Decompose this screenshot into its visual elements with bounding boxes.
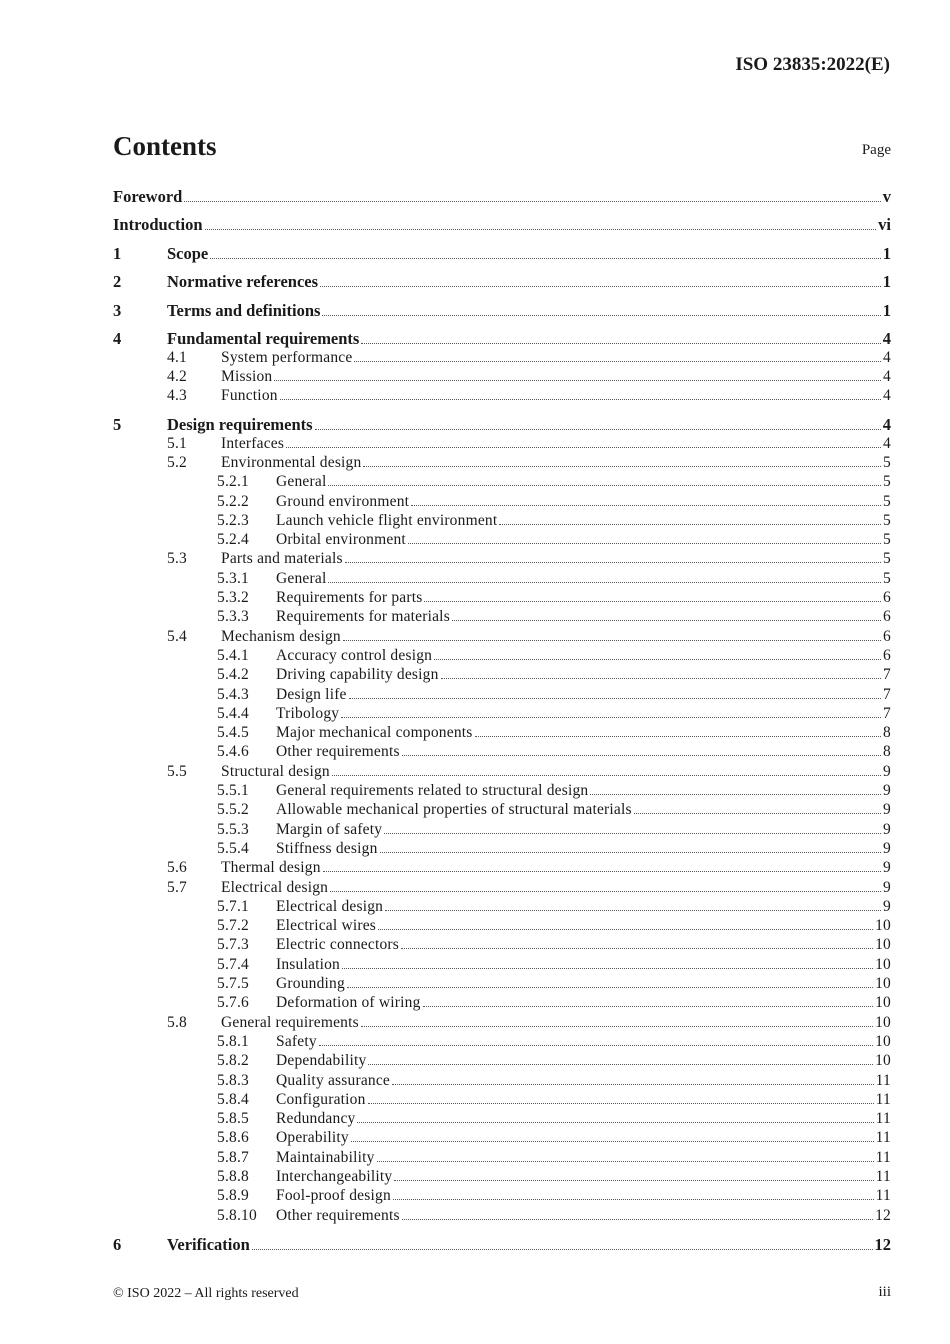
toc-entry[interactable] bbox=[113, 301, 891, 321]
dot-leader bbox=[322, 315, 880, 316]
toc-entry[interactable] bbox=[113, 859, 891, 877]
toc-entry-title[interactable]: Terms and definitions bbox=[167, 301, 321, 320]
toc-entry-title[interactable]: Maintainability bbox=[276, 1148, 375, 1166]
toc-entry[interactable] bbox=[113, 512, 891, 530]
dot-leader bbox=[345, 562, 881, 563]
toc-entry-page[interactable]: 11 bbox=[875, 1187, 891, 1205]
dot-leader bbox=[280, 399, 881, 400]
toc-entry-number: 5.8.7 bbox=[217, 1148, 249, 1166]
toc-entry-title[interactable]: Stiffness design bbox=[276, 839, 378, 857]
toc-entry-title[interactable]: General bbox=[276, 473, 327, 491]
toc-entry[interactable] bbox=[113, 1149, 891, 1167]
toc-entry-title[interactable]: Design life bbox=[276, 685, 347, 703]
dot-leader bbox=[354, 361, 881, 362]
toc-entry-title[interactable]: Quality assurance bbox=[276, 1071, 391, 1089]
toc-entry[interactable] bbox=[113, 1014, 891, 1032]
toc-entry[interactable] bbox=[113, 1072, 891, 1090]
toc-entry-page[interactable]: 6 bbox=[883, 627, 891, 645]
dot-leader bbox=[342, 968, 873, 969]
dot-leader bbox=[368, 1103, 874, 1104]
dot-leader bbox=[357, 1122, 873, 1123]
toc-entry-title[interactable]: General requirements related to structural design bbox=[276, 782, 589, 799]
toc-entry-page[interactable]: 4 bbox=[883, 387, 891, 405]
toc-entry-page[interactable]: 9 bbox=[883, 782, 891, 799]
toc-entry-number: 5.4.6 bbox=[217, 743, 249, 761]
toc-entry[interactable] bbox=[113, 435, 891, 453]
toc-entry-number: 5.2.1 bbox=[217, 473, 249, 491]
dot-leader bbox=[378, 929, 873, 930]
toc-entry-page[interactable]: 5 bbox=[883, 531, 891, 549]
toc-entry-number: 5.7.6 bbox=[217, 994, 249, 1012]
toc-entry-page[interactable]: 10 bbox=[875, 994, 891, 1012]
toc-entry-page[interactable]: 9 bbox=[883, 839, 891, 857]
toc-entry-title[interactable]: Orbital environment bbox=[276, 531, 406, 549]
toc-entry[interactable] bbox=[113, 1129, 891, 1147]
toc-entry-page[interactable]: 12 bbox=[875, 1206, 891, 1224]
toc-entry-title[interactable]: Design requirements bbox=[167, 415, 313, 435]
toc-entry-title[interactable]: Electrical wires bbox=[276, 917, 377, 935]
toc-entry[interactable] bbox=[113, 1235, 891, 1255]
toc-entry[interactable] bbox=[113, 1052, 891, 1070]
toc-entry[interactable] bbox=[113, 975, 891, 993]
dot-leader bbox=[590, 794, 881, 795]
toc-entry[interactable] bbox=[113, 840, 891, 858]
dot-leader bbox=[184, 201, 880, 202]
toc-entry-title[interactable]: System performance bbox=[221, 348, 353, 366]
toc-entry-page[interactable]: 4 bbox=[883, 348, 891, 366]
toc-entry-page[interactable]: 5 bbox=[883, 550, 891, 568]
toc-entry[interactable] bbox=[113, 454, 891, 472]
toc-entry[interactable] bbox=[113, 647, 891, 665]
toc-entry-number: 6 bbox=[113, 1234, 122, 1254]
toc-entry-title[interactable]: Fundamental requirements bbox=[167, 329, 360, 348]
toc-entry-title[interactable]: Environmental design bbox=[221, 453, 362, 471]
toc-entry[interactable] bbox=[113, 936, 891, 954]
toc-entry-number: 4.1 bbox=[167, 348, 187, 366]
toc-entry[interactable] bbox=[113, 368, 891, 386]
dot-leader bbox=[408, 543, 881, 544]
toc-entry-number: 4 bbox=[113, 329, 122, 348]
toc-entry-page[interactable]: 9 bbox=[883, 762, 891, 780]
toc-entry-title[interactable]: Scope bbox=[167, 244, 209, 263]
contents-title: Contents bbox=[113, 131, 217, 161]
toc-entry[interactable] bbox=[113, 879, 891, 897]
toc-entry-title[interactable]: Foreword bbox=[113, 187, 183, 206]
toc-entry-page[interactable]: 1 bbox=[882, 301, 891, 320]
toc-entry-title[interactable]: Grounding bbox=[276, 975, 345, 992]
toc-entry-title[interactable]: Configuration bbox=[276, 1090, 366, 1108]
toc-entry-page[interactable]: v bbox=[882, 187, 891, 206]
toc-entry[interactable] bbox=[113, 1207, 891, 1225]
dot-leader bbox=[332, 775, 881, 776]
toc-entry-page[interactable]: 11 bbox=[875, 1168, 891, 1185]
toc-entry-title[interactable]: Function bbox=[221, 387, 278, 405]
toc-entry-title[interactable]: Electrical design bbox=[276, 897, 384, 915]
toc-entry-page[interactable]: 5 bbox=[883, 511, 891, 529]
toc-entry-page[interactable]: 9 bbox=[883, 820, 891, 838]
toc-entry-number: 5.2.3 bbox=[217, 511, 249, 529]
toc-entry-number: 5.8.8 bbox=[217, 1168, 249, 1185]
toc-entry-number: 5.3 bbox=[167, 550, 187, 568]
dot-leader bbox=[349, 698, 881, 699]
toc-entry[interactable] bbox=[113, 898, 891, 916]
dot-leader bbox=[347, 987, 873, 988]
toc-entry-number: 5.8.1 bbox=[217, 1032, 249, 1050]
toc-entry-title[interactable]: Normative references bbox=[167, 272, 319, 291]
toc-entry[interactable] bbox=[113, 272, 891, 292]
toc-entry[interactable] bbox=[113, 329, 891, 349]
dot-leader bbox=[328, 582, 881, 583]
dot-leader bbox=[393, 1199, 874, 1200]
toc-entry-page[interactable]: 9 bbox=[883, 878, 891, 896]
toc-entry-title[interactable]: Deformation of wiring bbox=[276, 994, 421, 1012]
toc-entry-title[interactable]: Interfaces bbox=[221, 434, 285, 452]
toc-entry-page[interactable]: 6 bbox=[883, 646, 891, 664]
toc-entry-title[interactable]: General requirements bbox=[221, 1013, 359, 1031]
dot-leader bbox=[363, 466, 881, 467]
document-id: ISO 23835:2022(E) bbox=[735, 54, 890, 75]
toc-entry-number: 5.8.4 bbox=[217, 1090, 249, 1108]
toc-entry-title[interactable]: Driving capability design bbox=[276, 666, 439, 684]
toc-entry[interactable] bbox=[113, 1091, 891, 1109]
toc-entry-page[interactable]: 8 bbox=[883, 743, 891, 761]
toc-entry-page[interactable]: 9 bbox=[883, 897, 891, 915]
toc-entry-number: 5.8.10 bbox=[217, 1206, 257, 1224]
toc-entry-title[interactable]: Operability bbox=[276, 1129, 349, 1147]
toc-entry[interactable] bbox=[113, 473, 891, 491]
toc-entry-page[interactable]: 11 bbox=[875, 1110, 891, 1128]
dot-leader bbox=[323, 871, 881, 872]
dot-leader bbox=[499, 524, 881, 525]
toc-entry-title[interactable]: Redundancy bbox=[276, 1110, 356, 1128]
footer-copyright: © ISO 2022 – All rights reserved bbox=[113, 1286, 299, 1301]
toc-entry-title[interactable]: Mission bbox=[221, 367, 273, 385]
dot-leader bbox=[361, 343, 880, 344]
toc-entry[interactable] bbox=[113, 349, 891, 367]
toc-entry-number: 3 bbox=[113, 301, 122, 320]
toc-entry[interactable] bbox=[113, 917, 891, 935]
dot-leader bbox=[252, 1249, 873, 1250]
dot-leader bbox=[441, 678, 881, 679]
toc-entry-title[interactable]: Requirements for parts bbox=[276, 589, 423, 606]
toc-entry-page[interactable]: 6 bbox=[883, 608, 891, 626]
dot-leader bbox=[394, 1180, 873, 1181]
toc-entry-title[interactable]: Other requirements bbox=[276, 1206, 400, 1224]
toc-entry-number: 5.8.2 bbox=[217, 1052, 249, 1070]
toc-entry[interactable] bbox=[113, 570, 891, 588]
toc-entry-number: 5.8.6 bbox=[217, 1129, 249, 1147]
dot-leader bbox=[328, 485, 881, 486]
toc-entry-number: 5.5 bbox=[167, 762, 187, 780]
toc-entry-title[interactable]: Introduction bbox=[113, 215, 203, 234]
toc-entry-number: 5.3.2 bbox=[217, 589, 249, 606]
footer-page-number: iii bbox=[878, 1284, 891, 1300]
dot-leader bbox=[330, 891, 881, 892]
toc-entry[interactable] bbox=[113, 550, 891, 568]
toc-entry-number: 5.4 bbox=[167, 627, 187, 645]
toc-entry-page[interactable]: 4 bbox=[882, 415, 891, 435]
toc-entry-title[interactable]: Thermal design bbox=[221, 859, 321, 877]
toc-entry[interactable] bbox=[113, 743, 891, 761]
toc-entry[interactable] bbox=[113, 724, 891, 742]
dot-leader bbox=[274, 380, 881, 381]
toc-entry-page[interactable]: 5 bbox=[883, 473, 891, 491]
toc-entry-title[interactable]: Electric connectors bbox=[276, 936, 400, 954]
dot-leader bbox=[377, 1161, 874, 1162]
toc-entry-number: 5.1 bbox=[167, 434, 187, 452]
toc-entry-number: 5.4.5 bbox=[217, 724, 249, 742]
toc-entry-title[interactable]: Interchangeability bbox=[276, 1168, 393, 1185]
toc-entry-number: 5.4.2 bbox=[217, 666, 249, 684]
toc-entry-number: 4.3 bbox=[167, 387, 187, 405]
toc-entry-number: 5.5.1 bbox=[217, 782, 249, 799]
toc-entry-title[interactable]: Launch vehicle flight environment bbox=[276, 511, 498, 529]
toc-entry-number: 5.4.3 bbox=[217, 685, 249, 703]
toc-entry-number: 5.3.3 bbox=[217, 608, 249, 626]
toc-entry[interactable] bbox=[113, 763, 891, 781]
toc-entry[interactable] bbox=[113, 666, 891, 684]
toc-entry-page[interactable]: 5 bbox=[883, 569, 891, 587]
toc-entry-title[interactable]: Allowable mechanical properties of structural materials bbox=[276, 801, 632, 819]
dot-leader bbox=[452, 620, 881, 621]
toc-entry-number: 2 bbox=[113, 272, 122, 291]
dot-leader bbox=[411, 505, 881, 506]
toc-entry[interactable] bbox=[113, 187, 891, 207]
toc-entry-page[interactable]: 11 bbox=[875, 1090, 891, 1108]
toc-entry-title[interactable]: Structural design bbox=[221, 762, 330, 780]
toc-entry-title[interactable]: Other requirements bbox=[276, 743, 400, 761]
toc-entry[interactable] bbox=[113, 628, 891, 646]
toc-entry[interactable] bbox=[113, 493, 891, 511]
toc-entry-number: 5.8 bbox=[167, 1013, 187, 1031]
toc-entry-title[interactable]: Safety bbox=[276, 1032, 317, 1050]
toc-entry[interactable] bbox=[113, 801, 891, 819]
toc-entry[interactable] bbox=[113, 387, 891, 405]
toc-entry-number: 5.2.2 bbox=[217, 492, 249, 510]
toc-entry[interactable] bbox=[113, 215, 891, 235]
toc-entry-number: 5.5.2 bbox=[217, 801, 249, 819]
toc-entry-number: 5.6 bbox=[167, 859, 187, 877]
toc-entry[interactable] bbox=[113, 244, 891, 264]
dot-leader bbox=[401, 948, 873, 949]
toc-entry-page[interactable]: 6 bbox=[883, 589, 891, 606]
dot-leader bbox=[475, 736, 882, 737]
dot-leader bbox=[402, 755, 881, 756]
toc-entry-title[interactable]: Mechanism design bbox=[221, 627, 341, 645]
toc-entry[interactable] bbox=[113, 705, 891, 723]
toc-entry-number: 5.5.3 bbox=[217, 820, 249, 838]
toc-entry-page[interactable]: 4 bbox=[883, 367, 891, 385]
toc-entry-title[interactable]: Requirements for materials bbox=[276, 608, 450, 626]
dot-leader bbox=[424, 601, 881, 602]
toc-entry-title[interactable]: Insulation bbox=[276, 955, 340, 973]
toc-entry[interactable] bbox=[113, 821, 891, 839]
dot-leader bbox=[315, 429, 881, 430]
toc-entry-title[interactable]: Ground environment bbox=[276, 492, 410, 510]
toc-entry[interactable] bbox=[113, 994, 891, 1012]
toc-entry-page[interactable]: 11 bbox=[875, 1071, 891, 1089]
dot-leader bbox=[320, 286, 881, 287]
toc-entry-number: 5.2.4 bbox=[217, 531, 249, 549]
toc-entry-title[interactable]: General bbox=[276, 569, 327, 587]
toc-entry-page[interactable]: 7 bbox=[883, 704, 891, 722]
dot-leader bbox=[205, 229, 877, 230]
toc-entry-page[interactable]: 11 bbox=[875, 1148, 891, 1166]
toc-entry[interactable] bbox=[113, 415, 891, 435]
toc-entry[interactable] bbox=[113, 956, 891, 974]
toc-entry-number: 5.7.3 bbox=[217, 936, 249, 954]
toc-entry-title[interactable]: Margin of safety bbox=[276, 820, 383, 838]
toc-entry-page[interactable]: 4 bbox=[882, 329, 891, 348]
toc-entry-page[interactable]: 7 bbox=[883, 666, 891, 684]
toc-entry-title[interactable]: Tribology bbox=[276, 704, 340, 722]
toc-entry-page[interactable]: 10 bbox=[875, 936, 891, 954]
toc-entry-number: 5.4.4 bbox=[217, 704, 249, 722]
dot-leader bbox=[351, 1141, 874, 1142]
toc-entry-number: 5.4.1 bbox=[217, 646, 249, 664]
toc-entry-number: 1 bbox=[113, 244, 122, 263]
toc-entry-page[interactable]: 4 bbox=[883, 434, 891, 452]
toc-entry-number: 5.5.4 bbox=[217, 839, 249, 857]
toc-entry-number: 5.3.1 bbox=[217, 569, 249, 587]
toc-entry-page[interactable]: 10 bbox=[875, 1032, 891, 1050]
toc-entry-number: 5.7.2 bbox=[217, 917, 249, 935]
toc-entry-page[interactable]: 5 bbox=[883, 492, 891, 510]
toc-entry-page[interactable]: 7 bbox=[883, 685, 891, 703]
toc-entry-page[interactable]: 12 bbox=[874, 1234, 891, 1254]
dot-leader bbox=[210, 258, 881, 259]
dot-leader bbox=[341, 717, 881, 718]
toc-entry-page[interactable]: vi bbox=[878, 215, 891, 234]
toc-entry-page[interactable]: 5 bbox=[883, 453, 891, 471]
toc-entry-title[interactable]: Dependability bbox=[276, 1052, 367, 1070]
toc-entry-number: 5.8.9 bbox=[217, 1187, 249, 1205]
toc-entry[interactable] bbox=[113, 1187, 891, 1205]
toc-entry-page[interactable]: 10 bbox=[875, 917, 891, 935]
dot-leader bbox=[368, 1064, 873, 1065]
toc-entry-page[interactable]: 10 bbox=[875, 1013, 891, 1031]
page-column-label: Page bbox=[861, 142, 891, 158]
dot-leader bbox=[423, 1006, 874, 1007]
dot-leader bbox=[634, 813, 881, 814]
toc-entry-page[interactable]: 11 bbox=[875, 1129, 891, 1147]
toc-entry-page[interactable]: 10 bbox=[875, 1052, 891, 1070]
toc-entry-page[interactable]: 1 bbox=[882, 244, 891, 263]
toc-entry-title[interactable]: Electrical design bbox=[221, 878, 329, 896]
dot-leader bbox=[286, 447, 881, 448]
toc-entry-title[interactable]: Major mechanical components bbox=[276, 724, 473, 742]
toc-entry-page[interactable]: 1 bbox=[882, 272, 891, 291]
toc-entry-number: 5.7.4 bbox=[217, 955, 249, 973]
toc-entry-number: 5 bbox=[113, 415, 122, 435]
toc-entry-number: 5.7 bbox=[167, 878, 187, 896]
toc-entry[interactable] bbox=[113, 1110, 891, 1128]
dot-leader bbox=[434, 659, 881, 660]
dot-leader bbox=[343, 640, 881, 641]
toc-entry-page[interactable]: 10 bbox=[875, 975, 891, 992]
toc-entry-page[interactable]: 8 bbox=[883, 724, 891, 742]
toc-entry-page[interactable]: 10 bbox=[875, 955, 891, 973]
toc-entry-number: 5.8.5 bbox=[217, 1110, 249, 1128]
toc-entry-number: 5.2 bbox=[167, 453, 187, 471]
dot-leader bbox=[385, 910, 881, 911]
toc-entry-title[interactable]: Accuracy control design bbox=[276, 646, 433, 664]
toc-entry-title[interactable]: Verification bbox=[167, 1234, 250, 1254]
toc-entry-title[interactable]: Fool-proof design bbox=[276, 1187, 391, 1205]
toc-entry[interactable] bbox=[113, 782, 891, 800]
toc-entry[interactable] bbox=[113, 589, 891, 607]
toc-entry-page[interactable]: 9 bbox=[883, 859, 891, 877]
toc-entry[interactable] bbox=[113, 608, 891, 626]
toc-entry-number: 4.2 bbox=[167, 367, 187, 385]
toc-entry[interactable] bbox=[113, 531, 891, 549]
toc-entry-number: 5.8.3 bbox=[217, 1071, 249, 1089]
dot-leader bbox=[392, 1084, 874, 1085]
dot-leader bbox=[384, 833, 881, 834]
toc-entry-number: 5.7.5 bbox=[217, 975, 249, 992]
toc-entry-page[interactable]: 9 bbox=[883, 801, 891, 819]
toc-entry-number: 5.7.1 bbox=[217, 897, 249, 915]
toc-entry[interactable] bbox=[113, 1168, 891, 1186]
toc-entry-title[interactable]: Parts and materials bbox=[221, 550, 343, 568]
dot-leader bbox=[319, 1045, 873, 1046]
dot-leader bbox=[380, 852, 882, 853]
dot-leader bbox=[402, 1219, 873, 1220]
dot-leader bbox=[361, 1026, 873, 1027]
toc-entry[interactable] bbox=[113, 1033, 891, 1051]
toc-entry[interactable] bbox=[113, 686, 891, 704]
